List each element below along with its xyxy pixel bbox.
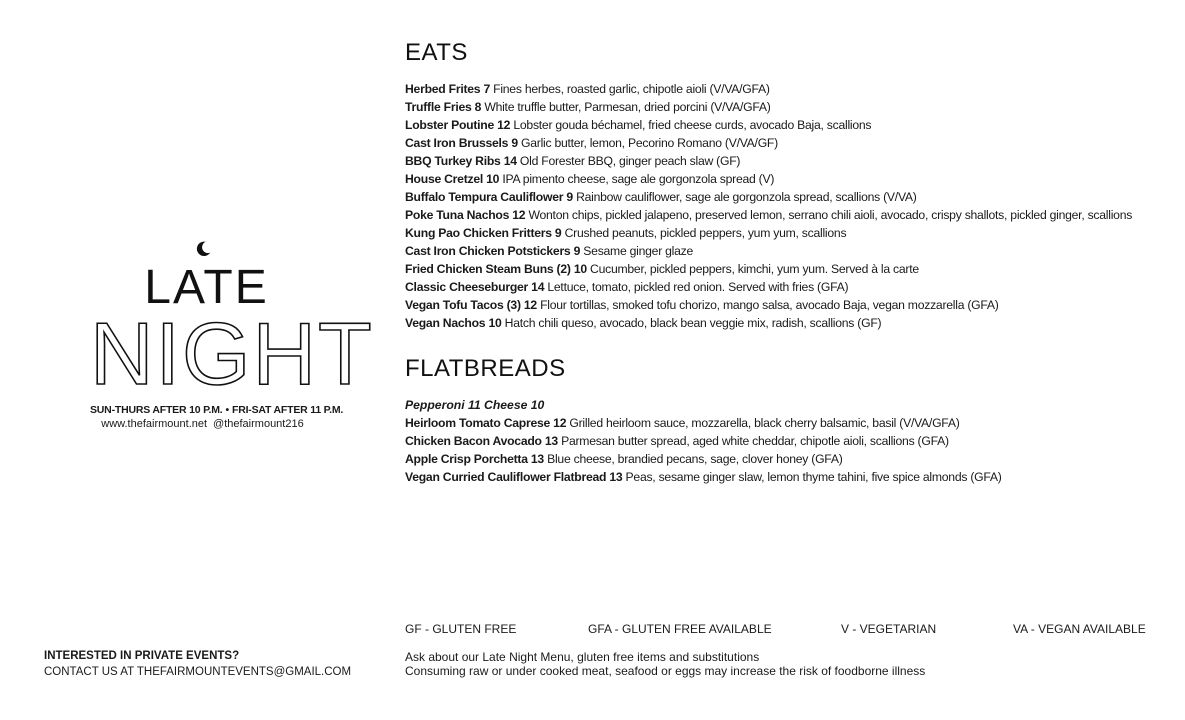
menu-item: [405, 278, 1165, 296]
website-link[interactable]: www.thefairmount.net: [101, 418, 208, 430]
legend-v: V - VEGETARIAN: [841, 622, 937, 636]
menu-item-description: Parmesan butter spread, aged white cheddar, chipotle aioli, scallions (GFA): [561, 434, 949, 448]
menu-item: [405, 414, 1165, 432]
menu-item-name: BBQ Turkey Ribs 14: [405, 154, 517, 168]
flatbreads-title: FLATBREADS: [405, 355, 566, 382]
brand-block: [90, 240, 374, 430]
menu-item-name: House Cretzel 10: [405, 172, 500, 186]
menu-item-name: Buffalo Tempura Cauliflower 9: [405, 190, 573, 204]
menu-item-name: Heirloom Tomato Caprese 12: [405, 416, 567, 430]
crescent-moon-icon: [194, 240, 212, 258]
private-events-question: INTERESTED IN PRIVATE EVENTS?: [44, 650, 240, 662]
menu-item-name: Vegan Curried Cauliflower Flatbread 13: [405, 470, 623, 484]
menu-item-description: Flour tortillas, smoked tofu chorizo, mango salsa, avocado Baja, vegan mozzarella (GFA): [540, 298, 999, 312]
flatbreads-section: [405, 354, 1165, 486]
menu-item: [405, 296, 1165, 314]
flatbreads-special: Pepperoni 11 Cheese 10: [405, 398, 545, 412]
eats-section: [405, 38, 1165, 332]
menu-item-description: Peas, sesame ginger slaw, lemon thyme tahini, five spice almonds (GFA): [625, 470, 1002, 484]
menu-item-description: Fines herbes, roasted garlic, chipotle aioli (V/VA/GFA): [493, 82, 770, 96]
eats-title: EATS: [405, 39, 468, 66]
menu-item: [405, 468, 1165, 486]
note-food-safety: Consuming raw or under cooked meat, seafood or eggs may increase the risk of foodborne illness: [405, 664, 926, 678]
menu-item-description: Old Forester BBQ, ginger peach slaw (GF): [519, 154, 741, 168]
menu-item: [405, 206, 1165, 224]
title-late: LATE: [144, 261, 269, 314]
menu-item: [405, 224, 1165, 242]
menu-item-name: Herbed Frites 7: [405, 82, 490, 96]
menu-item-description: Sesame ginger glaze: [583, 244, 694, 258]
menu-item-name: Cast Iron Brussels 9: [405, 136, 518, 150]
private-events: [44, 648, 351, 680]
menu-item: [405, 134, 1165, 152]
menu-item: [405, 450, 1165, 468]
menu-item-name: Lobster Poutine 12: [405, 118, 511, 132]
legend-gfa: GFA - GLUTEN FREE AVAILABLE: [588, 622, 772, 636]
menu-item-name: Kung Pao Chicken Fritters 9: [405, 226, 562, 240]
web-info: [90, 418, 315, 430]
menu-item-description: Lettuce, tomato, pickled red onion. Served with fries (GFA): [547, 280, 849, 294]
legend-gf: GF - GLUTEN FREE: [405, 622, 517, 636]
menu-item-name: Cast Iron Chicken Potstickers 9: [405, 244, 581, 258]
title-night: NIGHT: [90, 304, 374, 403]
menu-notes: [405, 650, 925, 678]
menu-item-name: Fried Chicken Steam Buns (2) 10: [405, 262, 587, 276]
flatbreads-list: [405, 414, 1165, 486]
menu-item: [405, 188, 1165, 206]
menu-item-description: Cucumber, pickled peppers, kimchi, yum yum. Served à la carte: [590, 262, 919, 276]
menu-item-name: Vegan Tofu Tacos (3) 12: [405, 298, 537, 312]
legend-va: VA - VEGAN AVAILABLE: [1013, 622, 1146, 636]
menu-item: [405, 432, 1165, 450]
menu-item-description: Grilled heirloom sauce, mozzarella, black cherry balsamic, basil (V/VA/GFA): [569, 416, 960, 430]
menu-item-description: Lobster gouda béchamel, fried cheese curds, avocado Baja, scallions: [513, 118, 872, 132]
menu-item-description: Crushed peanuts, pickled peppers, yum yum, scallions: [564, 226, 847, 240]
menu-item: [405, 260, 1165, 278]
hours-weekday: SUN-THURS AFTER 10 P.M.: [90, 404, 223, 416]
menu-item-description: White truffle butter, Parmesan, dried porcini (V/VA/GFA): [484, 100, 771, 114]
hours: [90, 404, 344, 416]
menu-item: [405, 314, 1165, 332]
menu-item-description: Hatch chili queso, avocado, black bean veggie mix, radish, scallions (GF): [504, 316, 882, 330]
menu-item: [405, 170, 1165, 188]
menu-item-name: Poke Tuna Nachos 12: [405, 208, 526, 222]
menu: [405, 38, 1165, 486]
private-events-contact[interactable]: CONTACT US AT THEFAIRMOUNTEVENTS@GMAIL.COM: [44, 666, 352, 678]
menu-item: [405, 98, 1165, 116]
hours-weekend: FRI-SAT AFTER 11 P.M.: [231, 404, 344, 416]
menu-item-name: Apple Crisp Porchetta 13: [405, 452, 544, 466]
menu-item-description: Wonton chips, pickled jalapeno, preserved lemon, serrano chili aioli, avocado, crispy shallots, pickled ginger, scallions: [528, 208, 1133, 222]
menu-item-description: Blue cheese, brandied pecans, sage, clover honey (GFA): [547, 452, 843, 466]
social-handle[interactable]: @thefairmount216: [213, 418, 304, 430]
eats-list: [405, 80, 1165, 332]
menu-item-name: Chicken Bacon Avocado 13: [405, 434, 558, 448]
menu-item: [405, 152, 1165, 170]
menu-item: [405, 242, 1165, 260]
menu-item-description: IPA pimento cheese, sage ale gorgonzola spread (V): [502, 172, 775, 186]
hours-separator: •: [225, 404, 229, 416]
note-substitutions: Ask about our Late Night Menu, gluten free items and substitutions: [405, 650, 760, 664]
menu-item: [405, 80, 1165, 98]
menu-item-name: Vegan Nachos 10: [405, 316, 502, 330]
menu-item-description: Rainbow cauliflower, sage ale gorgonzola spread, scallions (V/VA): [576, 190, 917, 204]
menu-item: [405, 116, 1165, 134]
menu-item-name: Truffle Fries 8: [405, 100, 482, 114]
menu-item-description: Garlic butter, lemon, Pecorino Romano (V/VA/GF): [521, 136, 778, 150]
menu-item-name: Classic Cheeseburger 14: [405, 280, 545, 294]
